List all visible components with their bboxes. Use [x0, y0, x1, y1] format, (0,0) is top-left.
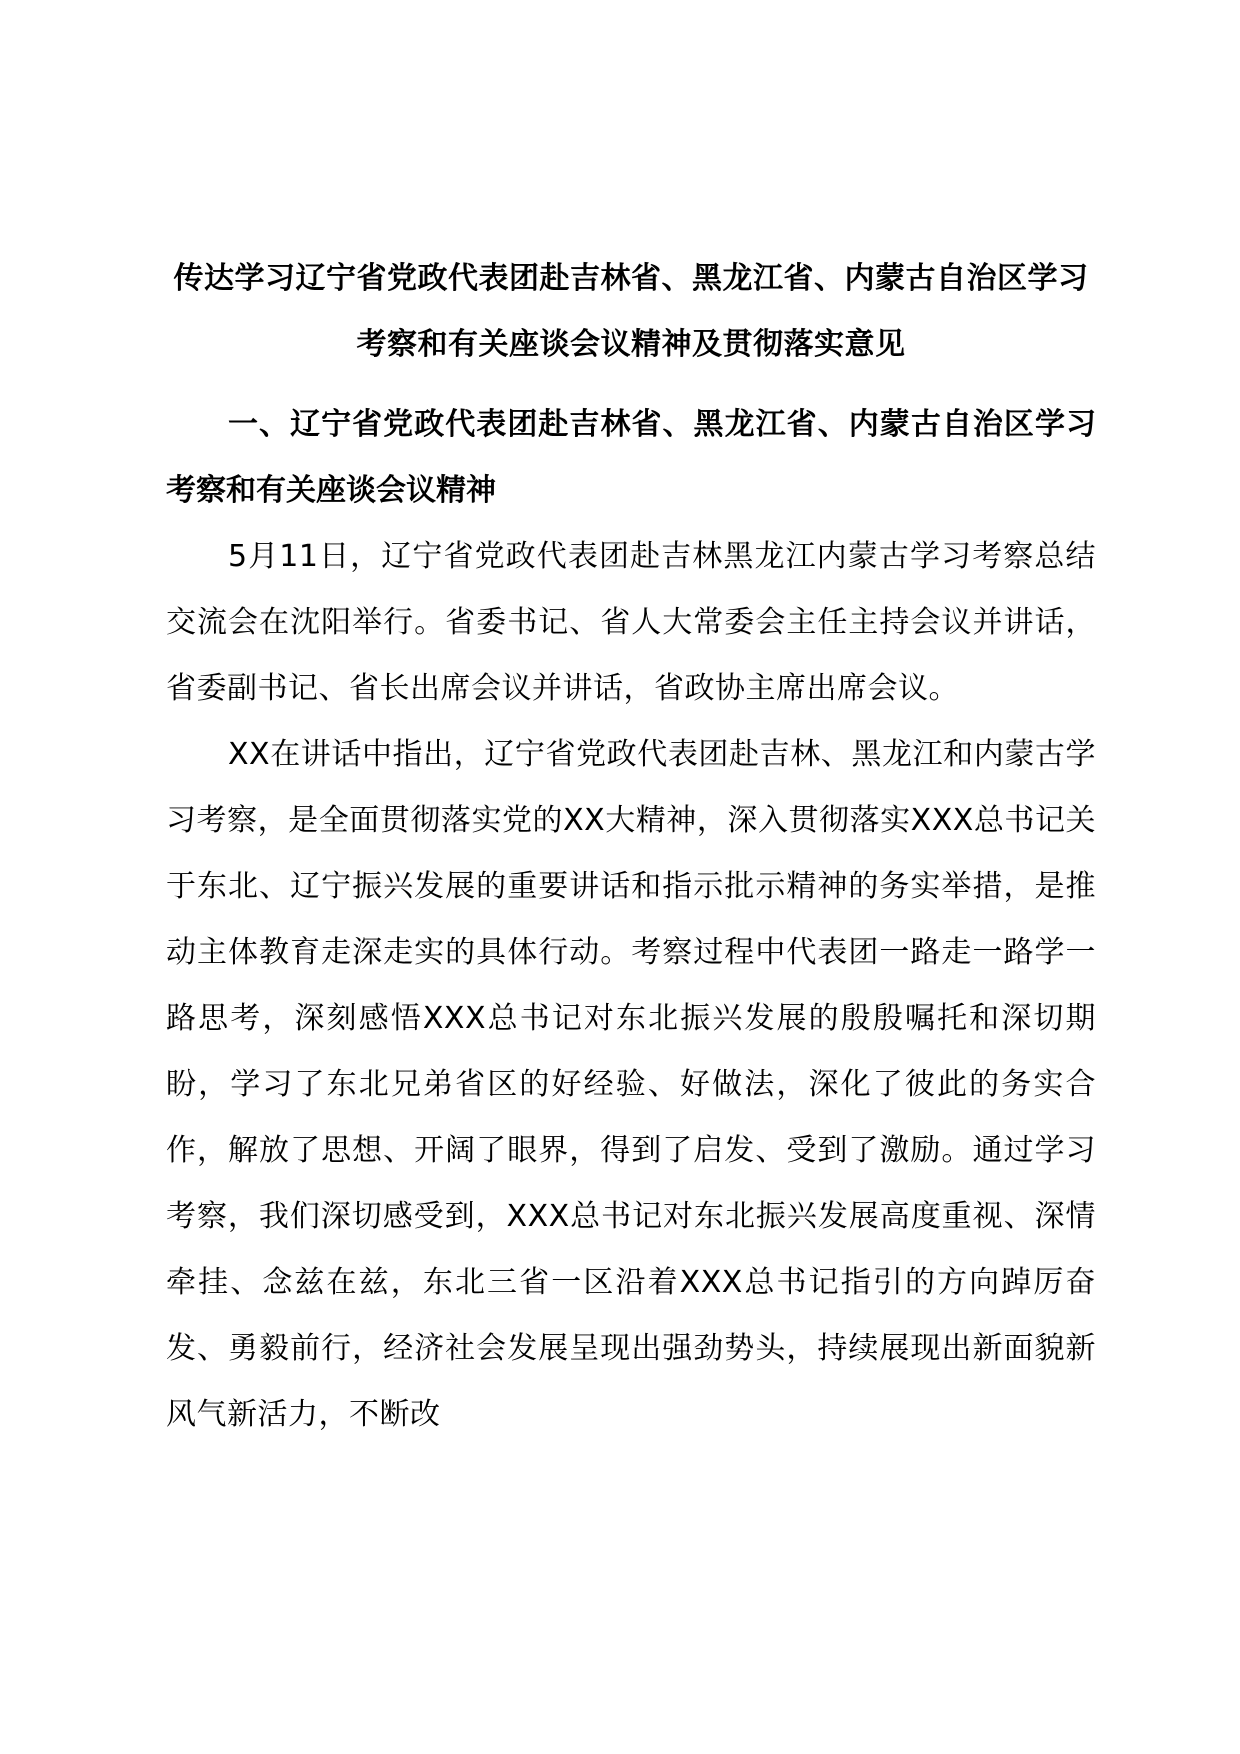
- section-heading: 一、辽宁省党政代表团赴吉林省、黑龙江省、内蒙古自治区学习考察和有关座谈会议精神: [166, 407, 1096, 508]
- paragraph-meeting: 5月11日，辽宁省党政代表团赴吉林黑龙江内蒙古学习考察总结交流会在沈阳举行。省委书记、省人大常委会主任主持会议并讲话，省委副书记、省长出席会议并讲话，省政协主席出席会议。: [166, 539, 1096, 706]
- document-body: [166, 246, 1096, 1448]
- document-title: 传达学习辽宁省党政代表团赴吉林省、黑龙江省、内蒙古自治区学习考察和有关座谈会议精神及贯彻落实意见: [173, 261, 1089, 362]
- paragraph-speech: XX在讲话中指出，辽宁省党政代表团赴吉林、黑龙江和内蒙古学习考察，是全面贯彻落实党的XX大精神，深入贯彻落实XXX总书记关于东北、辽宁振兴发展的重要讲话和指示批示精神的务实举措，是推动主体教育走深走实的具体行动。考察过程中代表团一路走一路学一路思考，深刻感悟XXX总书记对东北振兴发展的殷殷嘱托和深切期盼，学习了东北兄弟省区的好经验、好做法，深化了彼此的务实合作，解放了思想、开阔了眼界，得到了启发、受到了激励。通过学习考察，我们深切感受到，XXX总书记对东北振兴发展高度重视、深情牵挂、念兹在兹，东北三省一区沿着XXX总书记指引的方向踔厉奋发、勇毅前行，经济社会发展呈现出强劲势头，持续展现出新面貌新风气新活力，不断改: [166, 737, 1096, 1432]
